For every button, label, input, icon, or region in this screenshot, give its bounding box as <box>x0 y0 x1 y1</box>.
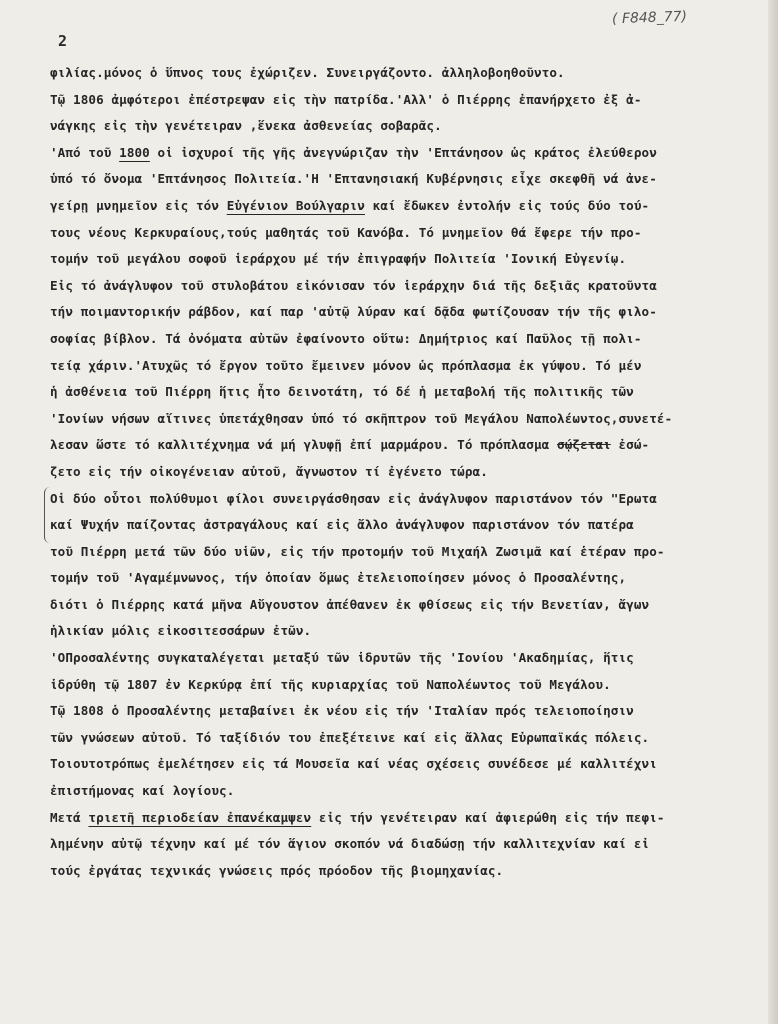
text-segment: τούς ἐργάτας τεχνικάς γνώσεις πρός πρόοδον τῆς βιομηχανίας. <box>50 862 504 878</box>
text-line <box>50 592 772 619</box>
text-segment: τήν ποιμαντορικήν ράβδον, καί παρ 'αὐτῷ λύραν καί δᾷδα φωτίζουσαν τήν τῆς φιλο- <box>50 304 657 320</box>
text-line <box>50 459 772 486</box>
text-line <box>50 778 772 805</box>
text-segment: ἐσώ- <box>610 437 650 453</box>
text-segment: ἡ ἀσθένεια τοῦ Πιέρρη ἥτις ἦτο δεινοτάτη, τό δέ ἡ μεταβολή τῆς πολιτικῆς τῶν <box>50 384 634 400</box>
text-line <box>50 166 772 193</box>
text-line <box>50 299 772 326</box>
text-line <box>50 539 772 566</box>
struck-text: σῴζεται <box>557 437 611 453</box>
text-line <box>50 60 772 87</box>
text-line <box>50 698 772 725</box>
text-segment: τῶν γνώσεων αὐτοῦ. Τό ταξίδιόν του ἐπεξέτεινε καί εἰς ἄλλας Εὐρωπαϊκάς πόλεις. <box>50 729 650 745</box>
text-segment: φιλίας.μόνος ὁ ὕπνος τους ἐχώριζεν. Συνειργάζοντο. ἀλληλοβοηθοῦντο. <box>50 65 565 80</box>
text-segment: γείρῃ μνημεῖον εἰς τόν <box>50 197 227 213</box>
text-segment: τείᾳ χάριν.'Ατυχῶς τό ἔργον τοῦτο ἔμεινεν μόνον ὡς πρόπλασμα ἐκ γύψου. Τό μέν <box>50 357 642 373</box>
text-segment: λεσαν ὥστε τό καλλιτέχνημα νά μή γλυφῇ ἐπί μαρμάρου. Τό πρόπλασμα <box>50 437 558 453</box>
text-line <box>50 831 772 858</box>
text-line <box>50 858 772 885</box>
text-segment: τομήν τοῦ 'Αγαμέμνωνος, τήν ὁποίαν ὅμως ἐτελειοποίησεν μόνος ὁ Προσαλέντης, <box>50 570 627 586</box>
text-segment: Οἱ δύο οὗτοι πολύθυμοι φίλοι συνειργάσθησαν εἰς ἀνάγλυφον παριστάνον τόν "Ερωτα <box>50 490 657 506</box>
text-line <box>50 751 772 778</box>
text-line <box>50 113 772 140</box>
text-segment: 'Ιονίων νήσων αἵτινες ὑπετάχθησαν ὑπό τό σκῆπτρον τοῦ Μεγάλου Ναπολέωντος,συνετέ- <box>50 410 673 426</box>
text-segment: Εἰς τό ἀνάγλυφον τοῦ στυλοβάτου εἰκόνισαν τόν ἱεράρχην διά τῆς δεξιᾶς κρατοῦντα <box>50 277 657 293</box>
text-segment: Μετά <box>50 809 89 825</box>
text-line <box>50 273 772 300</box>
text-line <box>50 406 772 433</box>
text-line <box>50 645 772 672</box>
text-segment: σοφίας βίβλον. Τά ὀνόματα αὐτῶν ἐφαίνοντο οὕτω: Δημήτριος καί Παῦλος τῇ πολι- <box>50 330 642 346</box>
text-segment: εἰς τήν γενέτειραν καί ἀφιερώθη εἰς τήν πεφι- <box>311 809 665 825</box>
body-text <box>50 60 772 884</box>
underlined-text: 1800 <box>119 144 150 160</box>
archive-reference-note: ( F848_77) <box>611 8 688 28</box>
text-line <box>50 326 772 353</box>
page-number: 2 <box>58 32 68 50</box>
text-line <box>50 87 772 114</box>
text-line <box>50 725 772 752</box>
underlined-text: τριετῆ περιοδείαν ἐπανέκαμψεν <box>88 809 312 825</box>
text-segment: νάγκης εἰς τὴν γενέτειραν ,ἕνεκα ἀσθενείας σοβαρᾶς. <box>50 118 442 134</box>
text-line <box>50 432 772 459</box>
text-segment: 'ΟΠροσαλέντης συγκαταλέγεται μεταξύ τῶν ἱδρυτῶν τῆς 'Ιονίου 'Ακαδημίας, ἥτις <box>50 650 634 666</box>
text-segment: οἱ ἰσχυροί τῆς γῆς ἀνεγνώριζαν τὴν 'Επτάνησον ὡς κράτος ἐλεύθερον <box>149 144 657 160</box>
text-line <box>50 220 772 247</box>
text-line <box>50 246 772 273</box>
text-segment: ἡλικίαν μόλις εἰκοσιτεσσάρων ἐτῶν. <box>50 623 312 639</box>
text-line <box>50 672 772 699</box>
text-segment: τομήν τοῦ μεγάλου σοφοῦ ἱεράρχου μέ τήν ἐπιγραφήν Πολιτεία 'Ιονική Εὐγενίῳ. <box>50 251 627 267</box>
text-line <box>50 353 772 380</box>
text-line <box>50 618 772 645</box>
text-line <box>50 805 772 832</box>
text-segment: 'Από τοῦ <box>50 144 120 160</box>
text-segment: Τοιουτοτρόπως ἐμελέτησεν εἰς τά Μουσεῖα καί νέας σχέσεις συνέδεσε μέ καλλιτέχνι <box>50 756 657 772</box>
text-line <box>50 140 772 167</box>
text-segment: Τῷ 1806 ἀμφότεροι ἐπέστρεψαν εἰς τὴν πατρίδα.'Αλλ' ὁ Πιέρρης ἐπανήρχετο ἐξ ἀ- <box>50 91 642 107</box>
underlined-text: Εὐγένιον Βούλγαριν <box>226 197 365 213</box>
text-segment: καί ἔδωκεν ἐντολήν εἰς τούς δύο τού- <box>364 197 650 213</box>
text-line <box>50 565 772 592</box>
text-line <box>50 512 772 539</box>
text-segment: ἱδρύθη τῷ 1807 ἐν Κερκύρᾳ ἐπί τῆς κυριαρχίας τοῦ Ναπολέωντος τοῦ Μεγάλου. <box>50 676 611 692</box>
text-line <box>50 486 772 513</box>
text-line <box>50 193 772 220</box>
text-segment: λημένην αὐτῷ τέχνην καί μέ τόν ἅγιον σκοπόν νά διαδώσῃ τήν καλλιτεχνίαν καί εἰ <box>50 836 650 852</box>
text-segment: ὑπό τό ὄνομα 'Επτάνησος Πολιτεία.'Η 'Επτανησιακή Κυβέρνησις εἶχε σκεφθῆ νά ἀνε- <box>50 171 657 187</box>
text-segment: Τῷ 1808 ὁ Προσαλέντης μεταβαίνει ἐκ νέου εἰς τήν 'Ιταλίαν πρός τελειοποίησιν <box>50 703 634 719</box>
text-segment: ἐπιστήμονας καί λογίους. <box>50 783 235 799</box>
text-segment: καί Ψυχήν παίζοντας ἀστραγάλους καί εἰς ἄλλο ἀνάγλυφον παριστάνον τόν πατέρα <box>50 517 634 533</box>
text-segment: διότι ὁ Πιέρρης κατά μῆνα Αὔγουστον ἀπέθανεν ἐκ φθίσεως εἰς τήν Βενετίαν, ἄγων <box>50 596 650 612</box>
text-segment: τους νέους Κερκυραίους,τούς μαθητάς τοῦ Κανόβα. Τό μνημεῖον θά ἔφερε τήν προ- <box>50 224 642 240</box>
text-line <box>50 379 772 406</box>
text-segment: ζετο εἰς τήν οἰκογένειαν αὐτοῦ, ἄγνωστον τί ἐγένετο τώρα. <box>50 463 488 479</box>
text-segment: τοῦ Πιέρρη μετά τῶν δύο υἱῶν, εἰς τήν προτομήν τοῦ Μιχαήλ Ζωσιμᾶ καί ἑτέραν προ- <box>50 543 665 559</box>
